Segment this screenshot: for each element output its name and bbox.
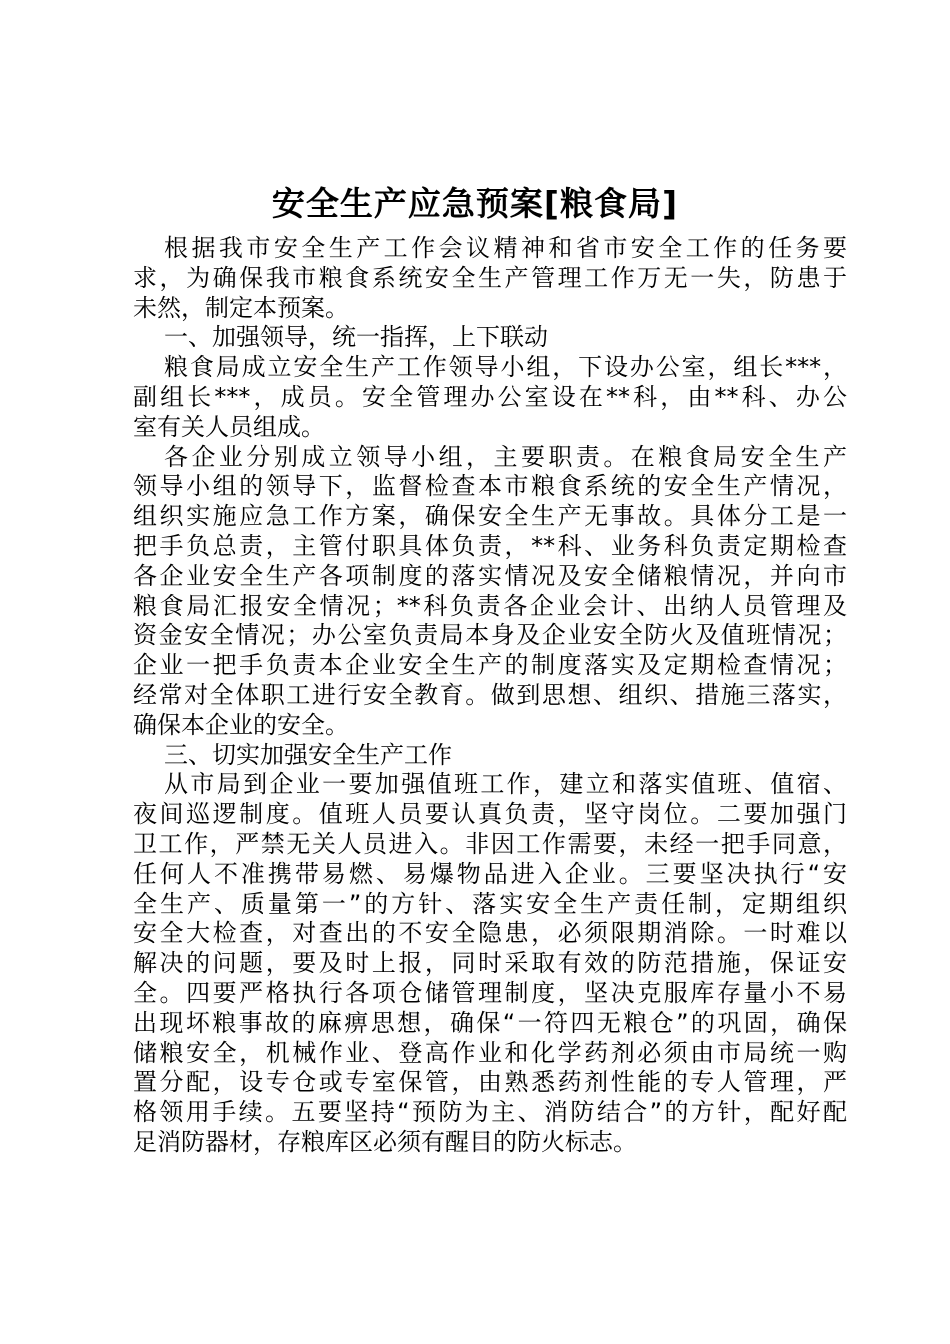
text-line: 储粮安全，机械作业、登高作业和化学药剂必须由市局统一购 bbox=[133, 1038, 847, 1067]
text-line: 领导小组的领导下，监督检查本市粮食系统的安全生产情况， bbox=[133, 472, 847, 501]
text-line: 确保本企业的安全。 bbox=[133, 710, 349, 739]
text-line: 副组长***，成员。安全管理办公室设在**科，由**科、办公 bbox=[133, 382, 847, 411]
text-line: 企业一把手负责本企业安全生产的制度落实及定期检查情况； bbox=[133, 651, 847, 680]
text-line: 全生产、质量第一”的方针、落实安全生产责任制，定期组织 bbox=[133, 889, 847, 918]
text-line: 任何人不准携带易燃、易爆物品进入企业。三要坚决执行“安 bbox=[133, 859, 847, 888]
text-line: 求，为确保我市粮食系统安全生产管理工作万无一失，防患于 bbox=[133, 263, 847, 292]
text-line: 安全大检查，对查出的不安全隐患，必须限期消除。一时难以 bbox=[133, 919, 847, 948]
text-line: 格领用手续。五要坚持“预防为主、消防结合”的方针，配好配 bbox=[133, 1098, 847, 1127]
text-line: 卫工作，严禁无关人员进入。非因工作需要，未经一把手同意， bbox=[133, 829, 847, 858]
text-line: 组织实施应急工作方案，确保安全生产无事故。具体分工是一 bbox=[133, 502, 847, 531]
text-line: 资金安全情况；办公室负责局本身及企业安全防火及值班情况； bbox=[133, 621, 847, 650]
text-line: 未然，制定本预案。 bbox=[133, 293, 349, 322]
text-line: 出现坏粮事故的麻痹思想，确保“一符四无粮仓”的巩固，确保 bbox=[133, 1008, 847, 1037]
text-line: 各企业安全生产各项制度的落实情况及安全储粮情况，并向市 bbox=[133, 561, 847, 590]
text-line: 全。四要严格执行各项仓储管理制度，坚决克服库存量小不易 bbox=[133, 978, 847, 1007]
text-line: 夜间巡逻制度。值班人员要认真负责，坚守岗位。二要加强门 bbox=[133, 800, 847, 829]
text-line: 三、切实加强安全生产工作 bbox=[164, 740, 452, 769]
text-line: 把手负总责，主管付职具体负责，**科、业务科负责定期检查 bbox=[133, 531, 847, 560]
text-line: 解决的问题，要及时上报，同时采取有效的防范措施，保证安 bbox=[133, 949, 847, 978]
text-line: 粮食局汇报安全情况；**科负责各企业会计、出纳人员管理及 bbox=[133, 591, 847, 620]
text-line: 一、加强领导，统一指挥，上下联动 bbox=[164, 323, 548, 352]
text-line: 粮食局成立安全生产工作领导小组，下设办公室，组长***， bbox=[164, 353, 847, 382]
document-title: 安全生产应急预案[粮食局] bbox=[271, 184, 679, 223]
text-line: 各企业分别成立领导小组，主要职责。在粮食局安全生产 bbox=[164, 442, 847, 471]
text-line: 从市局到企业一要加强值班工作，建立和落实值班、值宿、 bbox=[164, 770, 847, 799]
text-line: 经常对全体职工进行安全教育。做到思想、组织、措施三落实， bbox=[133, 680, 847, 709]
text-line: 置分配，设专仓或专室保管，由熟悉药剂性能的专人管理，严 bbox=[133, 1068, 847, 1097]
document-body bbox=[133, 234, 847, 1158]
text-line: 根据我市安全生产工作会议精神和省市安全工作的任务要 bbox=[164, 234, 847, 262]
text-line: 足消防器材，存粮库区必须有醒目的防火标志。 bbox=[133, 1127, 637, 1156]
text-line: 室有关人员组成。 bbox=[133, 412, 325, 441]
